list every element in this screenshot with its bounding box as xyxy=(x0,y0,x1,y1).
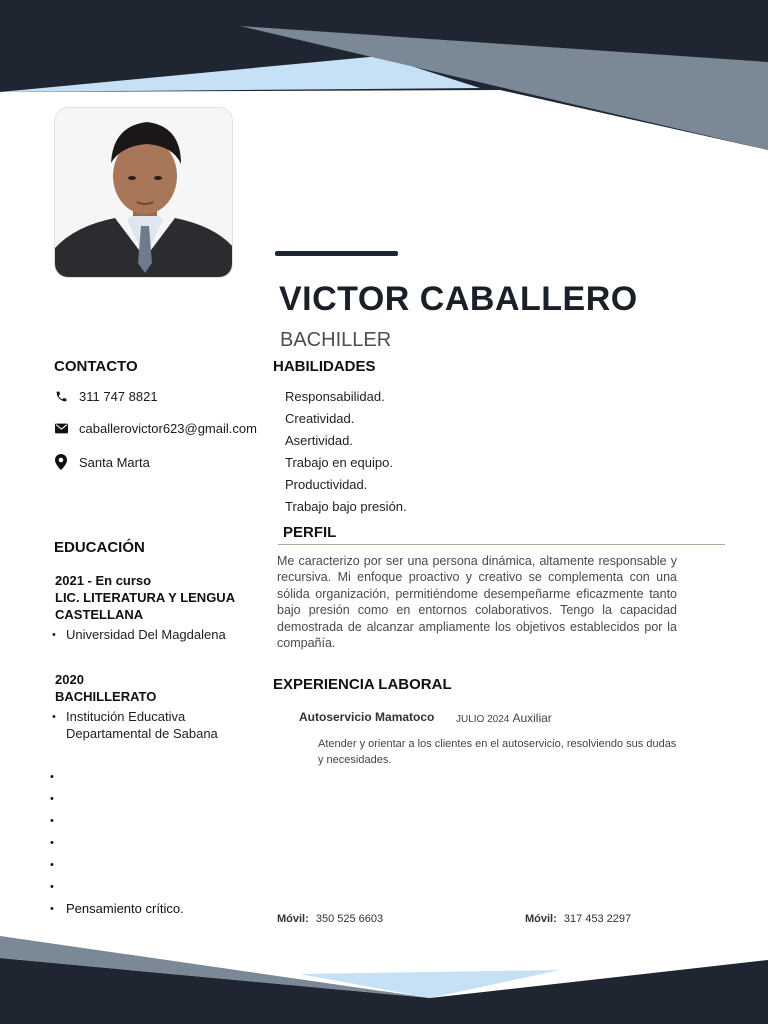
job-title: BACHILLER xyxy=(280,329,392,351)
bullet-item xyxy=(50,832,184,854)
full-name: VICTOR CABALLERO xyxy=(279,280,638,318)
skill-item: Productividad. xyxy=(285,477,368,492)
profile-heading: PERFIL xyxy=(283,524,337,541)
contact-phone[interactable]: 311 747 8821 xyxy=(79,388,158,404)
name-accent-bar xyxy=(275,251,398,256)
skill-item: Responsabilidad. xyxy=(285,389,385,404)
experience-heading: EXPERIENCIA LABORAL xyxy=(273,676,452,693)
person-portrait-icon xyxy=(55,108,233,278)
education-entry xyxy=(55,671,240,742)
bullet-item xyxy=(50,876,184,898)
extra-bullet-list xyxy=(50,766,184,920)
bullet-item xyxy=(50,766,184,788)
contact-email[interactable]: caballerovictor623@gmail.com xyxy=(79,420,257,436)
education-heading: EDUCACIÓN xyxy=(54,539,145,556)
experience-description: Atender y orientar a los clientes en el autoservicio, resolviendo sus dudas y necesidades. xyxy=(318,738,677,766)
reference-label: Móvil: xyxy=(525,913,557,925)
profile-text: Me caracterizo por ser una persona dinámica, altamente responsable y recursiva. Mi enfoque proactivo y creativo se complementa con una sólida organización, permitiéndome desempeñarme eficazmente tanto bajo presión como en entornos colaborativos. Tengo la capacidad demostrada de alcanzar ampliamente los objetivos establecidos por la compañía. xyxy=(277,554,677,651)
bullet-item: • Pensamiento crítico. xyxy=(50,898,184,920)
education-entry xyxy=(55,572,240,643)
contact-location-row xyxy=(54,452,150,472)
education-degree: LIC. LITERATURA Y LENGUA CASTELLANA xyxy=(55,590,235,622)
education-institution: • Institución Educativa Departamental de Sabana xyxy=(55,708,240,742)
reference-number[interactable]: 350 525 6603 xyxy=(315,913,384,925)
education-year: 2021 - En curso xyxy=(55,573,152,588)
bullet-item xyxy=(50,810,184,832)
contact-phone-row xyxy=(54,386,158,406)
skill-item: Asertividad. xyxy=(285,433,353,448)
skill-item: Trabajo en equipo. xyxy=(285,455,393,470)
contact-location: Santa Marta xyxy=(79,454,150,470)
reference-label: Móvil: xyxy=(277,913,309,925)
contact-email-row xyxy=(54,418,257,438)
location-pin-icon xyxy=(54,455,68,469)
skill-item: Creatividad. xyxy=(285,411,355,426)
profile-photo xyxy=(54,107,233,278)
bullet-item xyxy=(50,854,184,876)
reference-phone xyxy=(277,913,383,925)
experience-role: Auxiliar xyxy=(512,711,552,725)
education-institution: • Universidad Del Magdalena xyxy=(55,626,240,643)
skills-list xyxy=(285,388,407,520)
skills-heading: HABILIDADES xyxy=(273,358,376,375)
experience-company: Autoservicio Mamatoco xyxy=(299,710,435,724)
mail-icon xyxy=(54,421,68,435)
reference-phone xyxy=(525,913,631,925)
phone-icon xyxy=(54,389,68,403)
education-year: 2020 xyxy=(55,672,84,687)
profile-divider xyxy=(278,544,725,545)
contact-heading: CONTACTO xyxy=(54,358,138,375)
experience-period: JULIO 2024 xyxy=(456,714,510,725)
bullet-item xyxy=(50,788,184,810)
experience-period-role xyxy=(456,711,552,725)
reference-number[interactable]: 317 453 2297 xyxy=(563,913,632,925)
education-degree: BACHILLERATO xyxy=(55,689,157,704)
skill-item: Trabajo bajo presión. xyxy=(285,499,407,514)
